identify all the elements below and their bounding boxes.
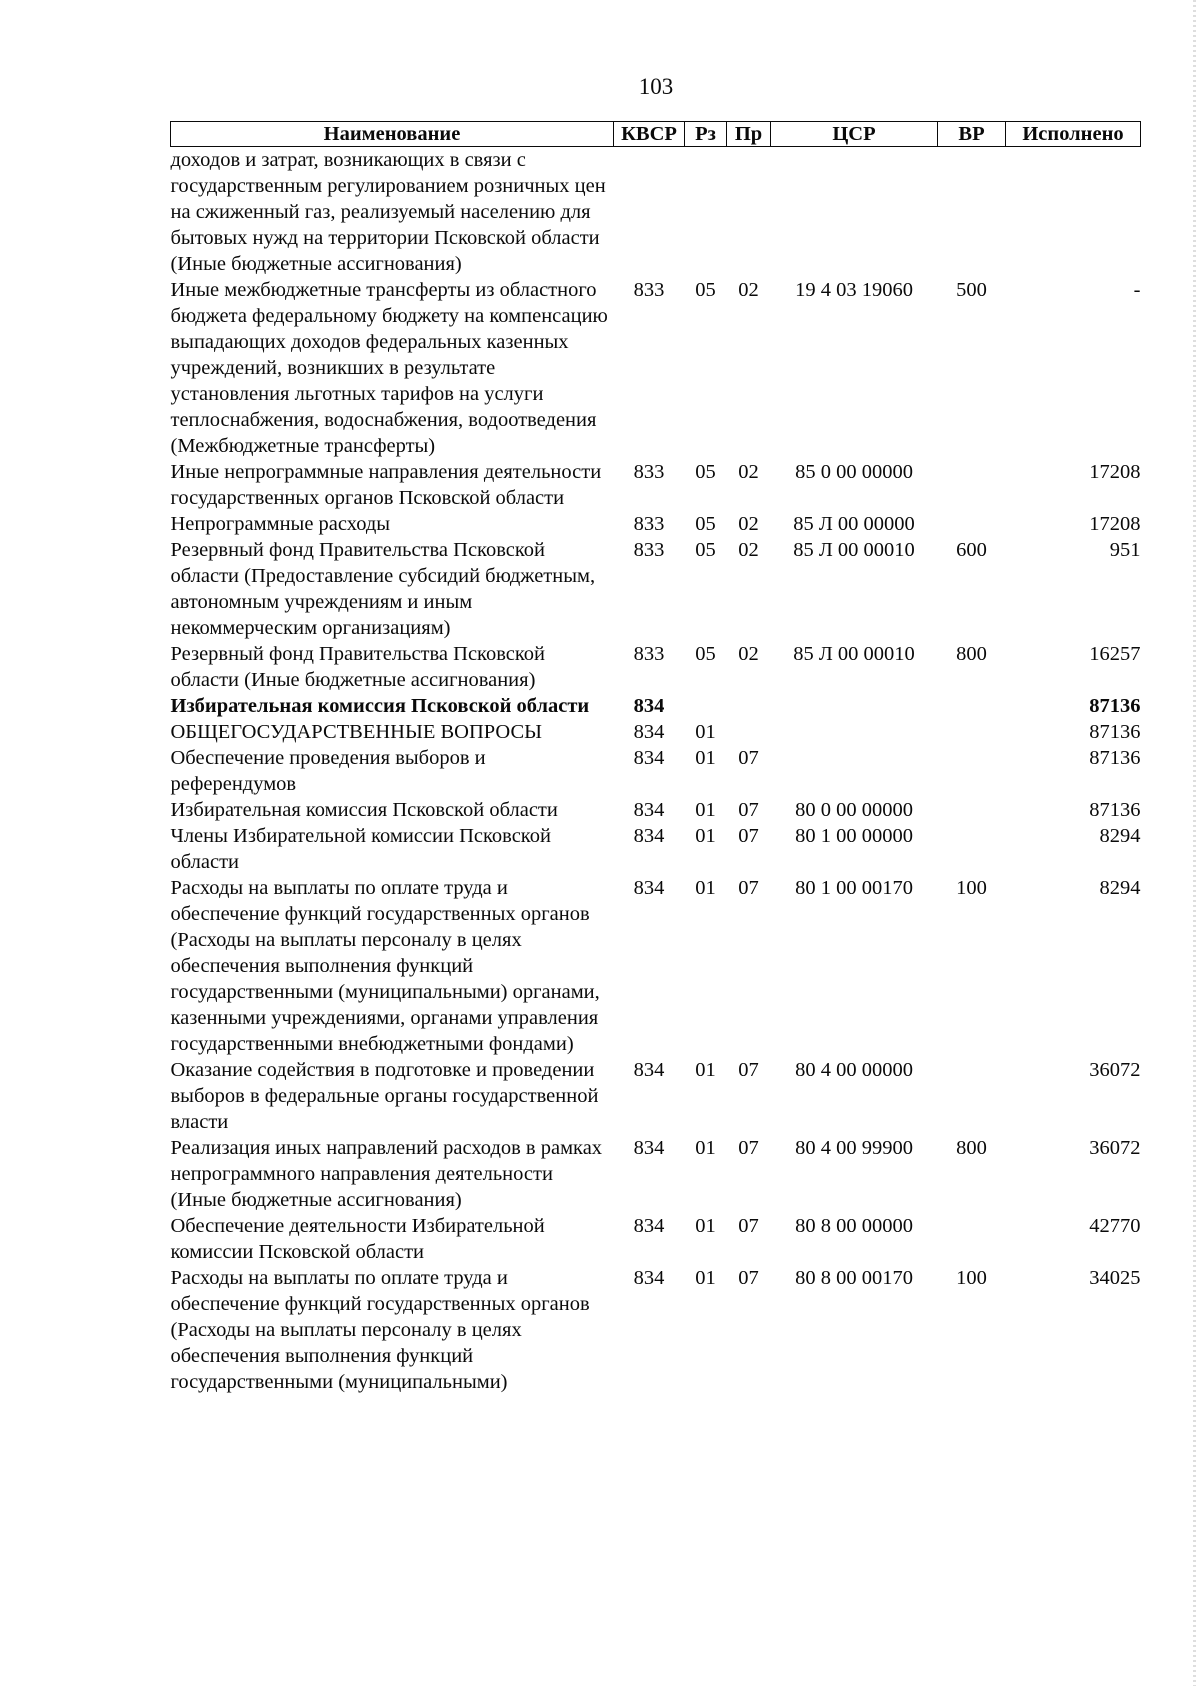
row-pr [727,147,771,278]
scan-edge [1193,0,1196,1686]
row-vr [938,797,1006,823]
row-vr [938,1213,1006,1265]
row-vr [938,693,1006,719]
row-executed: 8294 [1099,825,1141,847]
row-rz: 05 [695,279,716,301]
row-csr: 80 1 00 00000 [795,825,913,847]
row-name: Расходы на выплаты по оплате труда и обеспечение функций государственных органов (Расходы на выплаты персоналу в целях обеспечения выполнения функций государственными (муниципальными) [170,1267,590,1393]
row-kvsr: 833 [633,461,665,483]
row-kvsr [614,147,685,278]
table-row [171,745,1141,797]
row-kvsr: 834 [633,825,665,847]
row-csr: 80 0 00 00000 [795,799,913,821]
table-row [171,147,1141,278]
row-kvsr: 834 [633,747,665,769]
row-pr: 07 [738,1267,759,1289]
row-name: Расходы на выплаты по оплате труда и обеспечение функций государственных органов (Расходы на выплаты персоналу в целях обеспечения выполнения функций государственными (муниципальными) органами, казенными учреждениями, органами управления государственными внебюджетными фондами) [170,877,600,1055]
row-name: Обеспечение деятельности Избирательной комиссии Псковской области [170,1215,545,1263]
row-csr: 19 4 03 19060 [795,279,913,301]
row-csr: 85 0 00 00000 [795,461,913,483]
row-name: Обеспечение проведения выборов и референдумов [170,747,486,795]
row-rz: 01 [695,1137,716,1159]
row-pr: 07 [738,825,759,847]
row-name: Члены Избирательной комиссии Псковской области [170,825,551,873]
budget-table [170,121,1141,1395]
row-executed: 17208 [1089,513,1141,535]
row-name: Иные межбюджетные трансферты из областного бюджета федеральному бюджету на компенсацию выпадающих доходов федеральных казенных учреждений, возникших в результате установления льготных тарифов на услуги теплоснабжения, водоснабжения, водоотведения (Межбюджетные трансферты) [170,279,608,457]
row-pr: 07 [738,1215,759,1237]
row-name: Резервный фонд Правительства Псковской области (Предоставление субсидий бюджетным, автономным учреждениям и иным некоммерческим организациям) [170,539,596,639]
row-pr: 02 [738,539,759,561]
header-kvsr: КВСР [614,122,685,147]
row-name: Избирательная комиссия Псковской области [170,695,590,717]
table-header [171,122,1141,147]
table-row [171,1213,1141,1265]
row-kvsr: 834 [633,799,665,821]
row-kvsr: 833 [633,643,665,665]
row-kvsr: 834 [633,1059,665,1081]
page-number: 103 [638,74,674,99]
row-csr: 80 4 00 99900 [795,1137,913,1159]
row-name: ОБЩЕГОСУДАРСТВЕННЫЕ ВОПРОСЫ [170,721,543,743]
table-row [171,875,1141,1057]
table-row [171,459,1141,511]
table-row [171,797,1141,823]
row-executed: - [1133,279,1141,301]
row-rz: 05 [695,513,716,535]
row-rz: 01 [695,1267,716,1289]
row-rz: 01 [695,721,716,743]
row-csr: 80 8 00 00170 [795,1267,913,1289]
row-csr [771,693,938,719]
row-vr: 100 [956,877,987,899]
row-kvsr: 834 [633,1267,665,1289]
row-rz: 05 [695,643,716,665]
row-executed: 17208 [1089,461,1141,483]
row-vr [938,459,1006,511]
table-body [171,147,1141,1396]
row-vr: 100 [956,1267,987,1289]
row-pr: 07 [738,1059,759,1081]
header-name: Наименование [171,122,614,147]
row-rz: 01 [695,1059,716,1081]
row-csr: 85 Л 00 00010 [793,539,915,561]
row-pr: 02 [738,513,759,535]
row-vr: 800 [956,643,987,665]
header-csr: ЦСР [771,122,938,147]
row-csr: 85 Л 00 00000 [793,513,915,535]
row-pr: 07 [738,799,759,821]
table-row [171,277,1141,459]
row-name: Оказание содействия в подготовке и проведении выборов в федеральные органы государственной власти [170,1059,599,1133]
row-csr: 85 Л 00 00010 [793,643,915,665]
row-vr [938,147,1006,278]
table-row [171,693,1141,719]
row-vr [938,1057,1006,1135]
table-row [171,537,1141,641]
header-rz: Рз [685,122,727,147]
row-pr: 07 [738,877,759,899]
row-rz: 01 [695,825,716,847]
row-pr: 07 [738,747,759,769]
row-csr [771,745,938,797]
row-csr [771,719,938,745]
row-pr: 02 [738,461,759,483]
row-executed: 16257 [1089,643,1141,665]
header-pr: Пр [727,122,771,147]
row-executed: 42770 [1089,1215,1141,1237]
row-kvsr: 834 [633,721,665,743]
row-rz: 01 [695,1215,716,1237]
header-row [171,122,1141,147]
table-row [171,511,1141,537]
row-kvsr: 834 [633,695,665,717]
row-rz: 01 [695,799,716,821]
row-vr [938,823,1006,875]
header-vr: ВР [938,122,1006,147]
row-csr: 80 4 00 00000 [795,1059,913,1081]
row-pr: 07 [738,1137,759,1159]
row-executed: 87136 [1089,799,1141,821]
row-rz: 05 [695,461,716,483]
row-name: Резервный фонд Правительства Псковской области (Иные бюджетные ассигнования) [170,643,546,691]
header-executed: Исполнено [1006,122,1141,147]
row-vr: 500 [956,279,987,301]
table-row [171,719,1141,745]
row-rz [685,693,727,719]
row-executed: 34025 [1089,1267,1141,1289]
row-rz [685,147,727,278]
row-rz: 01 [695,877,716,899]
row-executed [1006,147,1141,278]
row-pr: 02 [738,279,759,301]
row-vr: 800 [956,1137,987,1159]
table-row [171,823,1141,875]
row-name: доходов и затрат, возникающих в связи с государственным регулированием розничных цен на сжиженный газ, реализуемый населению для бытовых нужд на территории Псковской области (Иные бюджетные ассигнования) [170,149,606,275]
row-name: Реализация иных направлений расходов в рамках непрограммного направления деятельности (Иные бюджетные ассигнования) [170,1137,603,1211]
table-row [171,1265,1141,1395]
row-kvsr: 834 [633,1215,665,1237]
row-csr: 80 1 00 00170 [795,877,913,899]
row-vr [938,719,1006,745]
row-kvsr: 833 [633,539,665,561]
row-executed: 87136 [1089,747,1141,769]
row-csr [771,147,938,278]
row-kvsr: 834 [633,877,665,899]
row-pr [727,719,771,745]
row-name: Непрограммные расходы [170,513,391,535]
row-executed: 951 [1109,539,1141,561]
row-kvsr: 833 [633,279,665,301]
row-executed: 36072 [1089,1137,1141,1159]
row-kvsr: 833 [633,513,665,535]
row-pr [727,693,771,719]
row-executed: 8294 [1099,877,1141,899]
row-kvsr: 834 [633,1137,665,1159]
row-name: Избирательная комиссия Псковской области [170,799,558,821]
row-rz: 05 [695,539,716,561]
table-row [171,1057,1141,1135]
row-executed: 87136 [1089,695,1141,717]
table-row [171,641,1141,693]
row-pr: 02 [738,643,759,665]
row-vr [938,511,1006,537]
table-row [171,1135,1141,1213]
row-executed: 36072 [1089,1059,1141,1081]
row-executed: 87136 [1089,721,1141,743]
row-vr [938,745,1006,797]
row-name: Иные непрограммные направления деятельности государственных органов Псковской области [170,461,602,509]
row-rz: 01 [695,747,716,769]
row-vr: 600 [956,539,987,561]
row-csr: 80 8 00 00000 [795,1215,913,1237]
